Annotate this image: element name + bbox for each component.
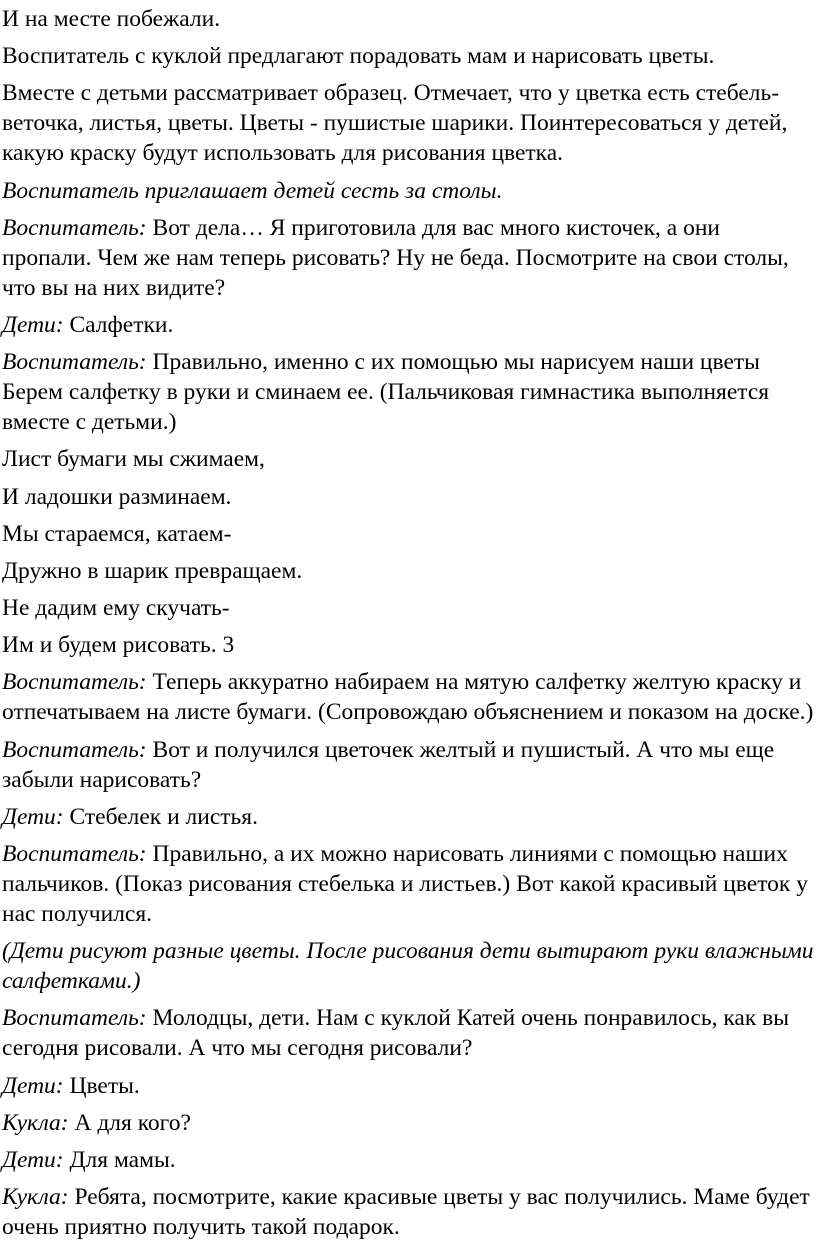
dialogue-line — [2, 667, 814, 727]
paragraph-text: Воспитатель приглашает детей сесть за столы. — [2, 177, 503, 204]
paragraph — [2, 78, 814, 168]
dialogue-line — [2, 1145, 814, 1175]
paragraph-text: Мы стараемся, катаем- — [2, 520, 232, 547]
dialogue-text: Вот дела… Я приготовила для вас много кисточек, а они пропали. Чем же нам теперь рисовать? Ну не беда. Посмотрите на свои столы, что вы на них видите? — [2, 214, 789, 301]
dialogue-line — [2, 213, 814, 303]
stage-direction — [2, 176, 814, 206]
poem-line — [2, 444, 814, 474]
dialogue-text: Правильно, а их можно нарисовать линиями с помощью наших пальчиков. (Показ рисования стебелька и листьев.) Вот какой красивый цветок у нас получился. — [2, 841, 808, 927]
dialogue-line — [2, 735, 814, 795]
paragraph-text: Дружно в шарик превращаем. — [2, 557, 303, 584]
paragraph-text: Не дадим ему скучать- — [2, 595, 230, 622]
poem-line — [2, 519, 814, 549]
paragraph-text: И ладошки разминаем. — [2, 483, 232, 510]
speaker-label: Воспитатель: — [2, 214, 147, 241]
dialogue-text: Ребята, посмотрите, какие красивые цветы у вас получились. Маме будет очень приятно получить такой подарок. — [2, 1184, 810, 1241]
dialogue-text: Для мамы. — [69, 1146, 176, 1173]
dialogue-text: Теперь аккуратно набираем на мятую салфетку желтую краску и отпечатываем на листе бумаги. (Сопровождаю объяснением и показом на доске.) — [2, 669, 814, 726]
dialogue-text: А для кого? — [74, 1109, 191, 1136]
poem-line — [2, 482, 814, 512]
speaker-label: Кукла: — [2, 1109, 69, 1136]
paragraph — [2, 41, 814, 71]
speaker-label: Воспитатель: — [2, 1005, 147, 1032]
dialogue-line — [2, 347, 814, 437]
poem-line — [2, 593, 814, 623]
dialogue-line — [2, 1003, 814, 1063]
paragraph — [2, 4, 814, 34]
paragraph-text: Воспитатель с куклой предлагают порадовать мам и нарисовать цветы. — [2, 43, 715, 70]
dialogue-line — [2, 1182, 814, 1242]
dialogue-text: Правильно, именно с их помощью мы нарисуем наши цветы Берем салфетку в руки и сминаем ее. (Пальчиковая гимнастика выполняется вместе с детьми.) — [2, 349, 770, 436]
poem-line — [2, 630, 814, 660]
dialogue-text: Стебелек и листья. — [69, 803, 258, 830]
dialogue-text: Молодцы, дети. Нам с куклой Катей очень понравилось, как вы сегодня рисовали. А что мы сегодня рисовали? — [2, 1005, 790, 1062]
paragraph-text: Вместе с детьми рассматривает образец. Отмечает, что у цветка есть стебель- веточка, листья, цветы. Цветы - пушистые шарики. Поинтересоваться у детей, какую краску будут использовать для рисования цветка. — [2, 80, 788, 167]
dialogue-line — [2, 310, 814, 340]
paragraph-text: И на месте побежали. — [2, 6, 221, 32]
dialogue-text: Вот и получился цветочек желтый и пушистый. А что мы еще забыли нарисовать? — [2, 736, 775, 793]
dialogue-text: Салфетки. — [69, 311, 174, 338]
speaker-label: Воспитатель: — [2, 349, 147, 376]
speaker-label: Воспитатель: — [2, 669, 147, 696]
speaker-label: Кукла: — [2, 1184, 69, 1211]
speaker-label: Воспитатель: — [2, 736, 147, 763]
dialogue-line — [2, 802, 814, 832]
speaker-label: Дети: — [2, 1146, 64, 1173]
speaker-label: Дети: — [2, 803, 64, 830]
paragraph-text: (Дети рисуют разные цветы. После рисования дети вытирают руки влажными салфетками.) — [2, 938, 814, 995]
dialogue-line — [2, 839, 814, 929]
stage-direction — [2, 936, 814, 996]
speaker-label: Воспитатель: — [2, 841, 147, 867]
paragraph-text: Им и будем рисовать. 3 — [2, 632, 235, 659]
dialogue-line — [2, 1071, 814, 1101]
poem-line — [2, 556, 814, 586]
paragraph-text: Лист бумаги мы сжимаем, — [2, 446, 265, 473]
speaker-label: Дети: — [2, 311, 64, 338]
dialogue-line — [2, 1108, 814, 1138]
dialogue-text: Цветы. — [69, 1072, 140, 1099]
speaker-label: Дети: — [2, 1072, 64, 1099]
